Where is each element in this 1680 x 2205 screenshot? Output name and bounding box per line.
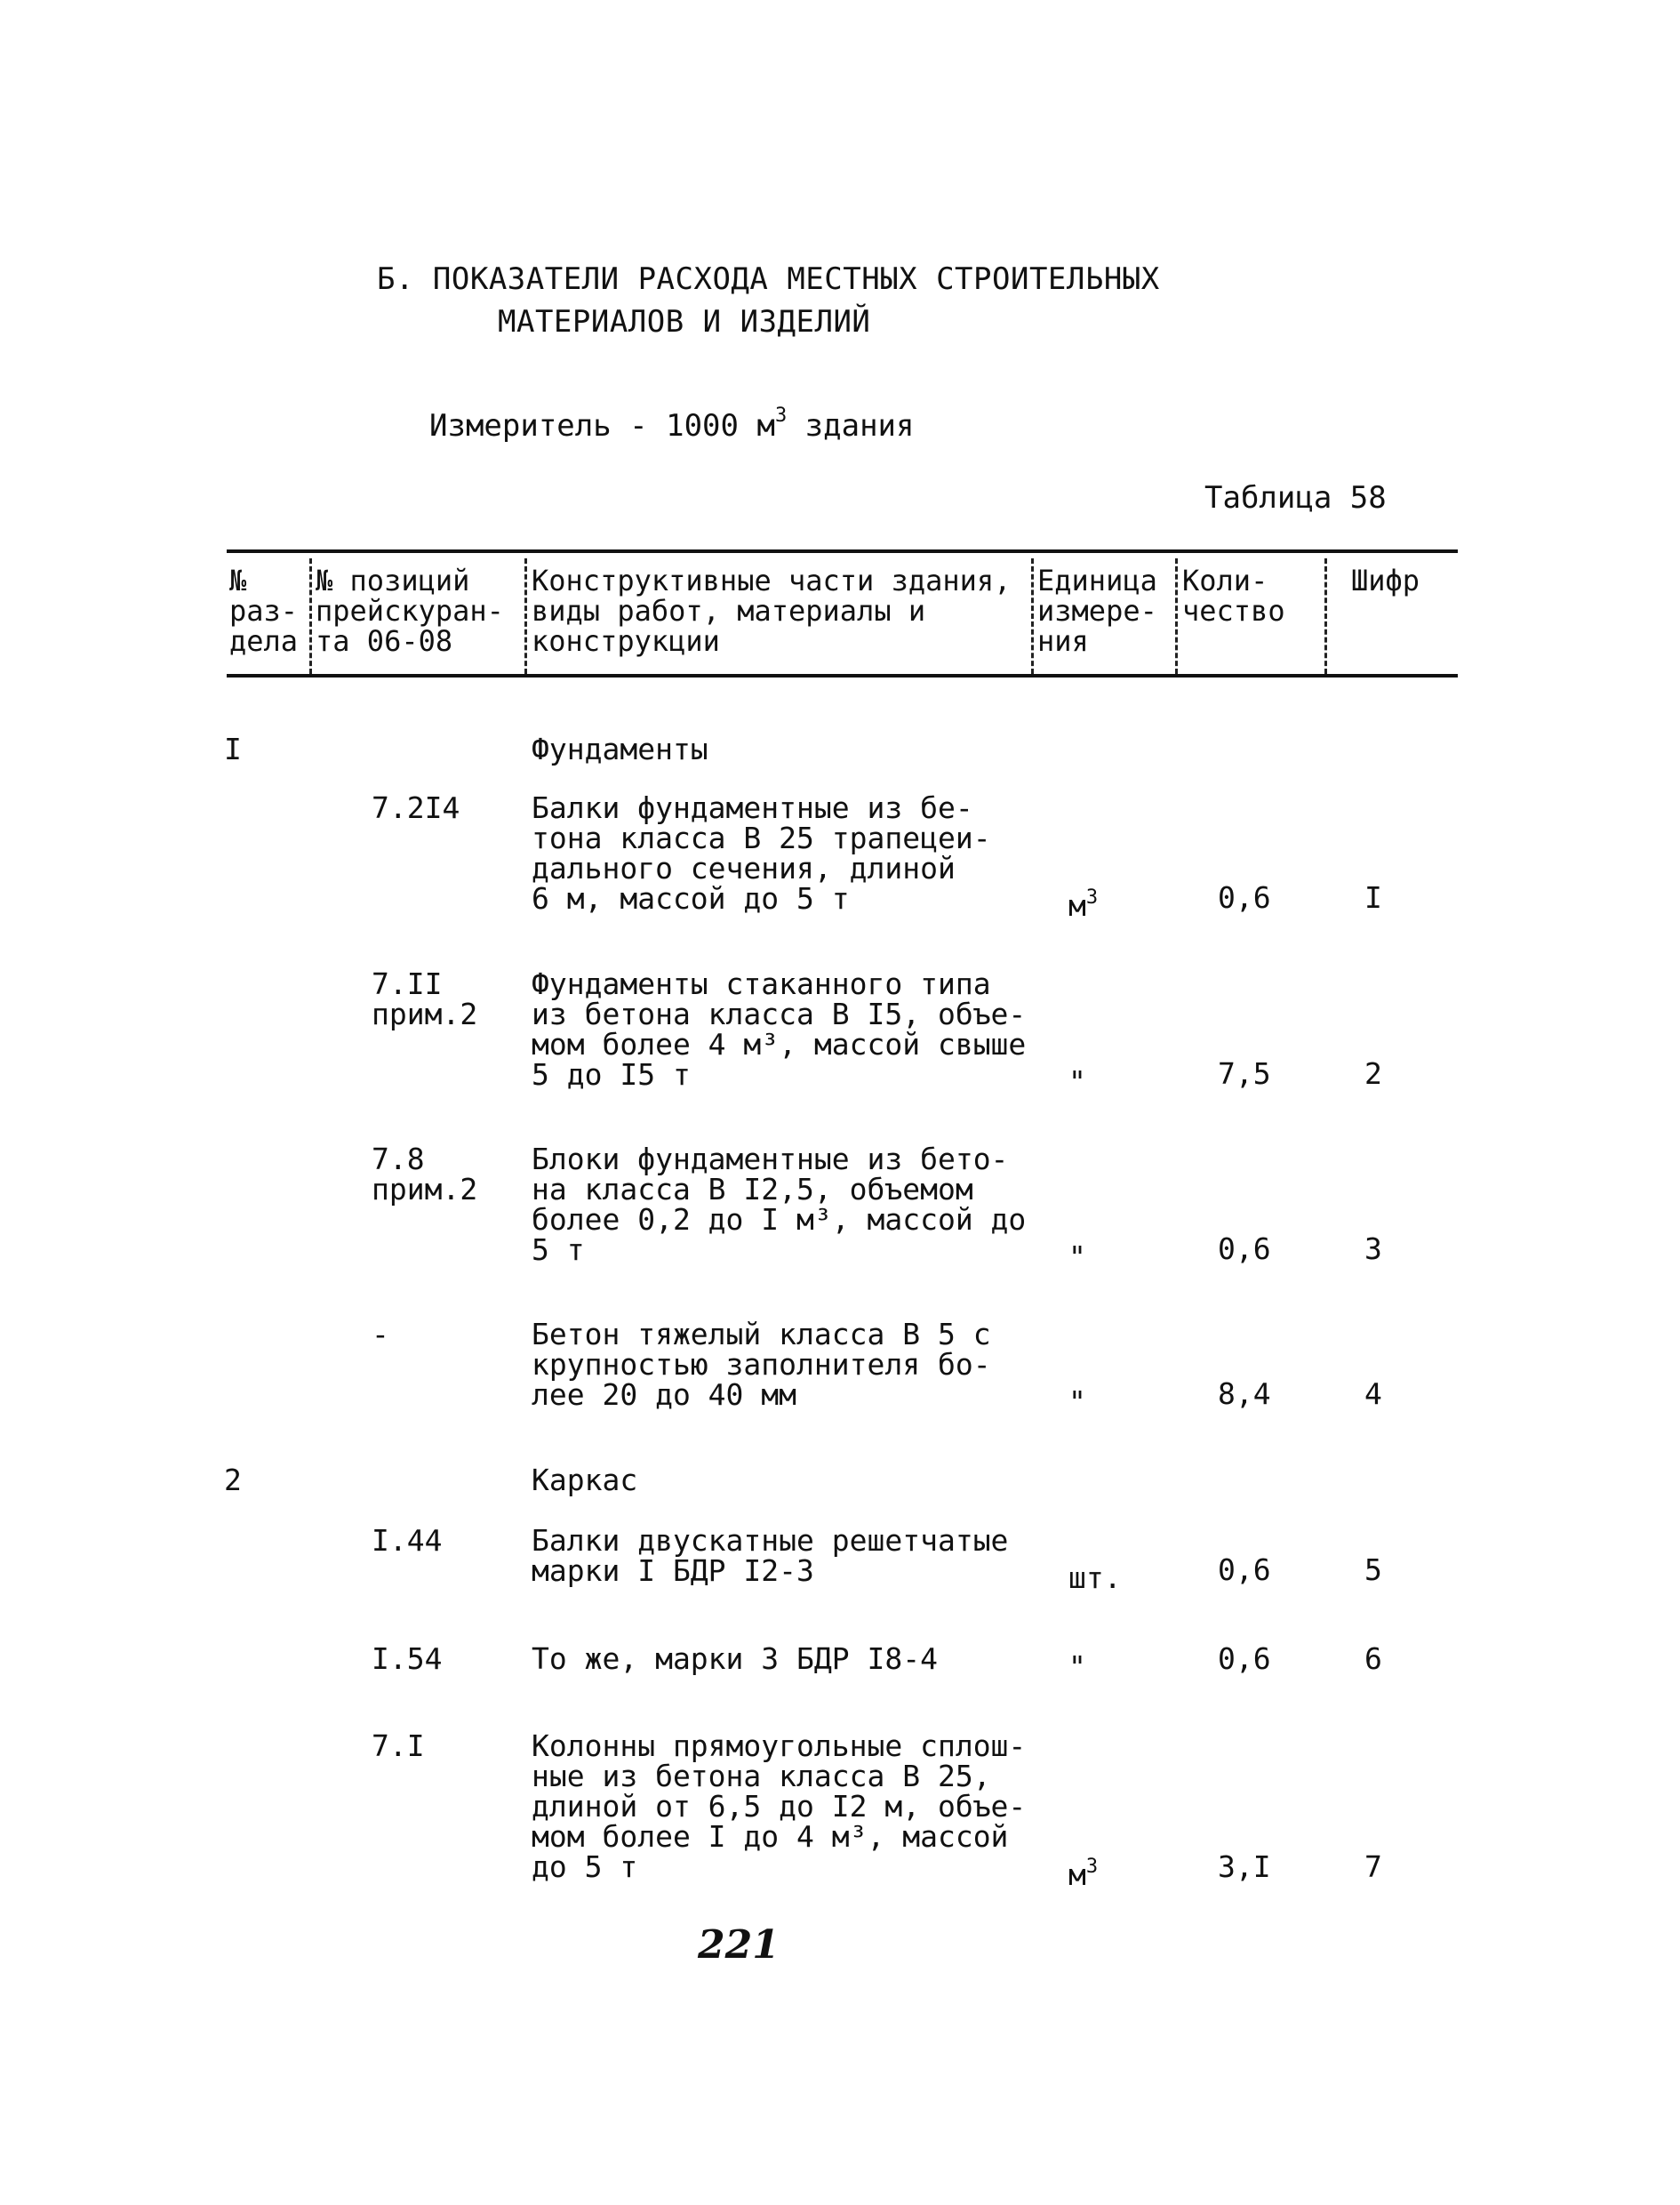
row-position: 7.II прим.2 [372, 966, 478, 1031]
row-code: 4 [1364, 1376, 1382, 1411]
row-position: 7.8 прим.2 [372, 1142, 478, 1207]
header-unit: Единица измере- ния [1037, 564, 1157, 658]
header-position: № позиций прейскуран- та 06-08 [316, 564, 504, 658]
row-unit: " [1068, 1064, 1086, 1099]
column-separator [1031, 558, 1034, 674]
row-unit: шт. [1068, 1560, 1122, 1595]
row-description: Бетон тяжелый класса В 5 с крупностью заполнителя бо- лее 20 до 40 мм [532, 1317, 991, 1412]
row-description: Балки фундаментные из бе- тона класса В 25 трапецеи- дального сечения, длиной 6 м, массой до 5 т [532, 790, 991, 916]
table-header-bottom-rule [227, 674, 1458, 678]
row-position: 7.2I4 [372, 790, 460, 825]
row-quantity: 3,I [1218, 1849, 1271, 1884]
row-description: Балки двускатные решетчатые марки I БДР I2-3 [532, 1523, 1009, 1588]
header-section-number: № раз- дела [229, 564, 299, 658]
row-quantity: 7,5 [1218, 1056, 1271, 1091]
row-position: I.54 [372, 1641, 443, 1676]
row-quantity: 8,4 [1218, 1376, 1271, 1411]
row-unit: " [1068, 1649, 1086, 1684]
header-parts: Конструктивные части здания, виды работ, материалы и конструкции [532, 564, 1012, 658]
row-unit: " [1068, 1239, 1086, 1274]
heading-line-1: Б. ПОКАЗАТЕЛИ РАСХОДА МЕСТНЫХ СТРОИТЕЛЬНЫХ [377, 261, 1160, 297]
row-code: 2 [1364, 1056, 1382, 1091]
column-separator [524, 558, 527, 674]
row-quantity: 0,6 [1218, 880, 1271, 915]
table-top-rule [227, 549, 1458, 553]
row-code: I [1364, 880, 1382, 915]
row-unit: $м^3$ [1068, 1856, 1099, 1892]
row-unit: " [1068, 1384, 1086, 1419]
table-label: Таблица 58 [1204, 480, 1387, 516]
row-unit: $м^3$ [1068, 886, 1099, 923]
section-title: Фундаменты [532, 732, 708, 766]
row-quantity: 0,6 [1218, 1552, 1271, 1587]
row-description: То же, марки 3 БДР I8-4 [532, 1641, 938, 1676]
row-position: - [372, 1317, 389, 1351]
row-code: 7 [1364, 1849, 1382, 1884]
row-position: 7.I [372, 1728, 425, 1763]
row-description: Колонны прямоугольные сплош- ные из бетона класса В 25, длиной от 6,5 до I2 м, объе- мом более I до 4 м³, массой до 5 т [532, 1728, 1027, 1884]
row-quantity: 0,6 [1218, 1641, 1271, 1676]
row-code: 5 [1364, 1552, 1382, 1587]
section-number: 2 [224, 1463, 242, 1497]
meter-label: Измеритель - 1000 $м^3$ здания [429, 405, 915, 444]
heading-line-2: МАТЕРИАЛОВ И ИЗДЕЛИЙ [498, 304, 871, 340]
column-separator [1324, 558, 1327, 674]
header-quantity: Коли- чество [1182, 564, 1285, 628]
row-position: I.44 [372, 1523, 443, 1558]
row-description: Блоки фундаментные из бето- на класса В I2,5, объемом более 0,2 до I м³, массой до 5 т [532, 1142, 1027, 1267]
row-quantity: 0,6 [1218, 1231, 1271, 1266]
column-separator [309, 558, 312, 674]
row-description: Фундаменты стаканного типа из бетона класса В I5, объе- мом более 4 м³, массой свыше 5 до I5 т [532, 966, 1027, 1092]
section-title: Каркас [532, 1463, 638, 1497]
row-code: 6 [1364, 1641, 1382, 1676]
header-code: Шифр [1351, 564, 1420, 597]
page-number: 221 [698, 1922, 780, 1968]
column-separator [1175, 558, 1178, 674]
row-code: 3 [1364, 1231, 1382, 1266]
section-number: I [224, 732, 242, 766]
